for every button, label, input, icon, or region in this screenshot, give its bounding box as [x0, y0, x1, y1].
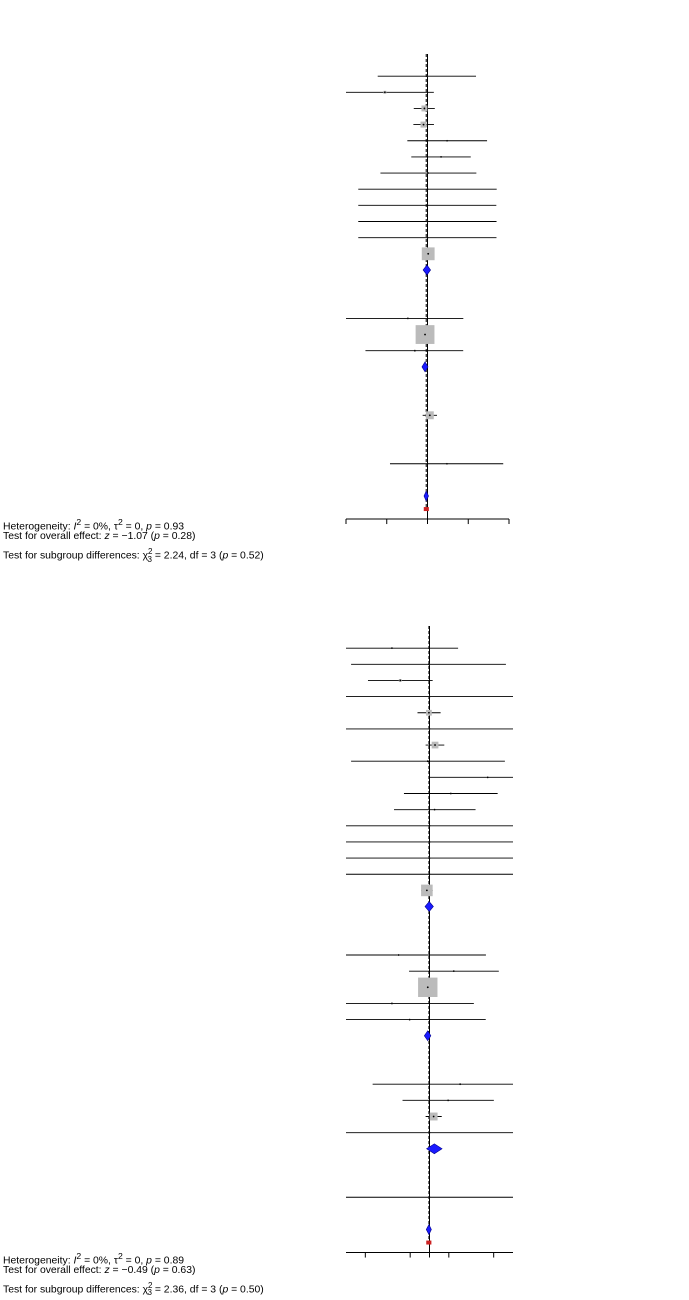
- study-point-estimate: [391, 1003, 393, 1005]
- study-point-estimate: [450, 793, 452, 795]
- study-point-estimate: [487, 776, 489, 778]
- study-point-estimate: [429, 728, 431, 730]
- study-point-estimate: [429, 825, 431, 827]
- subgroup-differences-text: Test for subgroup differences: $\chi^2_3 = 2.24$, df = 3 (p = 0.52): [3, 547, 264, 564]
- study-point-estimate: [447, 1099, 449, 1101]
- study-point-estimate: [391, 647, 393, 649]
- study-point-estimate: [399, 680, 401, 682]
- study-point-estimate: [428, 663, 430, 665]
- prediction-interval-bar: [426, 1241, 431, 1245]
- study-point-estimate: [398, 954, 400, 956]
- study-point-estimate: [429, 841, 431, 843]
- study-point-estimate: [409, 1019, 411, 1021]
- study-point-estimate: [429, 1196, 431, 1198]
- overall-effect-test-text: Test for overall effect: z = −1.07 (p = 0.28): [3, 531, 196, 543]
- subgroup-differences-text: Test for subgroup differences: $\chi^2_3 = 2.36$, df = 3 (p = 0.50): [3, 1280, 264, 1298]
- study-point-estimate: [434, 744, 436, 746]
- study-point-estimate: [427, 760, 429, 762]
- study-point-estimate: [427, 986, 429, 988]
- study-point-estimate: [429, 857, 431, 859]
- pooled-diamond: [426, 1225, 431, 1235]
- overall-effect-test-text: Test for overall effect: z = −0.49 (p = 0.63): [3, 1264, 196, 1276]
- heterogeneity-text: Heterogeneity: $I^2 = 0\%$, $\tau^2 = 0$, p = 0.93: [3, 517, 185, 533]
- study-point-estimate: [428, 712, 430, 714]
- study-point-estimate: [434, 809, 436, 811]
- heterogeneity-text: Heterogeneity: $I^2 = 0\%$, $\tau^2 = 0$, p = 0.89: [3, 1250, 185, 1267]
- pooled-diamond: [425, 902, 433, 912]
- study-point-estimate: [426, 890, 428, 892]
- study-point-estimate: [433, 1116, 435, 1118]
- study-point-estimate: [459, 1083, 461, 1085]
- study-point-estimate: [429, 696, 431, 698]
- study-point-estimate: [429, 873, 431, 875]
- study-point-estimate: [453, 970, 455, 972]
- study-point-estimate: [429, 1132, 431, 1134]
